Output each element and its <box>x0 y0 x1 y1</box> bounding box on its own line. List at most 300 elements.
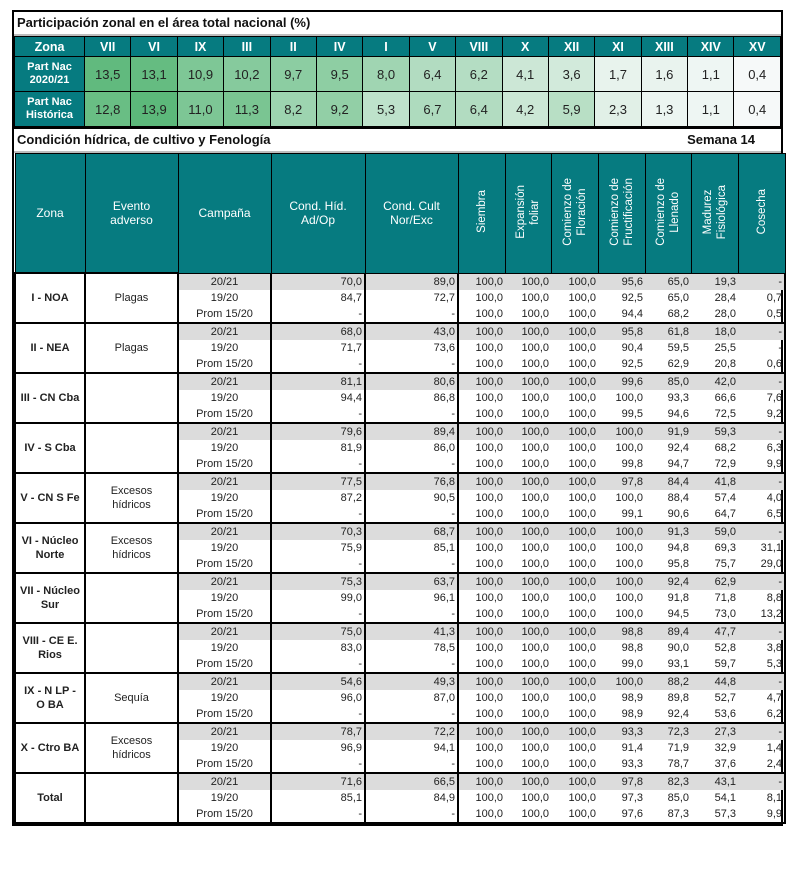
campaign-cell: 19/20 <box>210 591 239 604</box>
value-cell: 95,6 <box>598 273 645 290</box>
participation-value: 1,3 <box>641 92 687 127</box>
value-cell: 93,3 <box>598 723 645 740</box>
value-cell: 100,0 <box>458 440 505 456</box>
value-cell: 100,0 <box>551 573 598 590</box>
value-cell: - <box>738 523 785 540</box>
value-cell: 59,3 <box>691 423 738 440</box>
value-cell: 86,8 <box>365 390 458 406</box>
value-cell: 9,9 <box>738 806 785 823</box>
campaign-cell: Prom 15/20 <box>178 506 271 523</box>
value-cell: 100,0 <box>458 573 505 590</box>
value-cell: 100,0 <box>551 273 598 290</box>
value-cell: 72,3 <box>645 723 691 740</box>
condition-row <box>15 273 785 290</box>
participation-value: 13,1 <box>131 57 177 92</box>
report-frame <box>12 10 783 826</box>
campaign-cell: 19/20 <box>210 391 239 404</box>
value-cell: 63,7 <box>365 573 458 590</box>
participation-value: 4,2 <box>502 92 548 127</box>
value-cell: 100,0 <box>458 323 505 340</box>
campaign-cell: 19/20 <box>210 791 239 804</box>
value-cell: 52,7 <box>714 691 736 704</box>
value-cell: 59,7 <box>691 656 738 673</box>
value-cell: 100,0 <box>505 573 551 590</box>
campaign-cell: 19/20 <box>210 341 239 354</box>
value-cell: 61,8 <box>645 323 691 340</box>
value-cell: 100,0 <box>458 773 505 790</box>
value-cell: 49,3 <box>365 673 458 690</box>
condition-row <box>15 323 785 340</box>
value-cell: 100,0 <box>505 673 551 690</box>
participation-value: 9,5 <box>316 57 362 92</box>
value-cell: 100,0 <box>551 623 598 640</box>
value-cell: 97,6 <box>598 806 645 823</box>
value-cell: - <box>271 756 365 773</box>
value-cell: 72,2 <box>365 723 458 740</box>
zone-cell: IV - S Cba <box>15 423 85 473</box>
value-cell: 100,0 <box>505 423 551 440</box>
value-cell: 31,1 <box>738 540 785 556</box>
condition-row <box>15 723 785 740</box>
value-cell: - <box>365 606 458 623</box>
value-cell: 100,0 <box>551 506 598 523</box>
campaign-cell: 20/21 <box>178 273 271 290</box>
participation-value: 9,7 <box>270 57 316 92</box>
value-cell: 100,0 <box>521 341 549 354</box>
value-cell: - <box>271 806 365 823</box>
zone-header: VI <box>131 37 177 57</box>
header-campana: Campaña <box>178 154 271 274</box>
value-cell: 78,5 <box>365 640 458 656</box>
value-cell: 87,3 <box>645 806 691 823</box>
value-cell: 100,0 <box>521 691 549 704</box>
zone-header: XIV <box>688 37 734 57</box>
value-cell: 100,0 <box>458 556 505 573</box>
value-cell: 90,6 <box>645 506 691 523</box>
campaign-cell: 20/21 <box>178 573 271 590</box>
value-cell: 100,0 <box>568 791 596 804</box>
value-cell: - <box>271 606 365 623</box>
campaign-cell: Prom 15/20 <box>178 806 271 823</box>
value-cell: 73,0 <box>691 606 738 623</box>
value-cell: 9,2 <box>738 406 785 423</box>
value-cell: 100,0 <box>521 741 549 754</box>
value-cell: 41,3 <box>365 623 458 640</box>
value-cell: 100,0 <box>551 306 598 323</box>
campaign-cell: 19/20 <box>210 741 239 754</box>
value-cell: 100,0 <box>458 756 505 773</box>
condition-title-bar <box>14 127 781 153</box>
zone-cell: III - CN Cba <box>15 373 85 423</box>
value-cell: 71,9 <box>667 741 689 754</box>
value-cell: 93,3 <box>667 391 689 404</box>
event-cell: Excesos hídricos <box>85 473 178 523</box>
condition-row <box>15 573 785 590</box>
value-cell: 100,0 <box>458 340 505 356</box>
value-cell: - <box>365 556 458 573</box>
value-cell: 96,9 <box>271 740 365 756</box>
value-cell: 87,0 <box>365 690 458 706</box>
header-evento: Evento adverso <box>85 154 178 274</box>
value-cell: 94,4 <box>271 390 365 406</box>
value-cell: 88,2 <box>645 673 691 690</box>
participation-row <box>15 92 781 127</box>
value-cell: 100,0 <box>505 656 551 673</box>
value-cell: - <box>365 456 458 473</box>
value-cell: 64,7 <box>691 506 738 523</box>
value-cell: 94,7 <box>645 456 691 473</box>
value-cell: 100,0 <box>551 806 598 823</box>
header-floracion: Comienzo de Floración <box>551 154 598 274</box>
value-cell: 18,0 <box>691 323 738 340</box>
zone-header: II <box>270 37 316 57</box>
value-cell: 68,0 <box>271 323 365 340</box>
value-cell: - <box>271 356 365 373</box>
campaign-cell: Prom 15/20 <box>178 456 271 473</box>
value-cell: 100,0 <box>551 356 598 373</box>
value-cell: 100,0 <box>551 473 598 490</box>
value-cell: 100,0 <box>458 356 505 373</box>
zone-cell: VI - Núcleo Norte <box>15 523 85 573</box>
value-cell: - <box>365 806 458 823</box>
value-cell: 90,0 <box>667 641 689 654</box>
participation-value: 1,6 <box>641 57 687 92</box>
event-cell: Sequía <box>85 673 178 723</box>
value-cell: 89,0 <box>365 273 458 290</box>
value-cell: 32,9 <box>714 741 736 754</box>
condition-row <box>15 423 785 440</box>
value-cell: 6,5 <box>738 506 785 523</box>
condition-row <box>15 473 785 490</box>
campaign-cell: 20/21 <box>178 423 271 440</box>
campaign-cell: 19/20 <box>210 541 239 554</box>
condition-row <box>15 523 785 540</box>
value-cell: 44,8 <box>691 673 738 690</box>
value-cell: 100,0 <box>505 506 551 523</box>
value-cell: 100,0 <box>551 456 598 473</box>
value-cell: - <box>738 423 785 440</box>
value-cell: 57,4 <box>714 491 736 504</box>
value-cell: - <box>738 323 785 340</box>
value-cell: 100,0 <box>458 806 505 823</box>
value-cell: 94,6 <box>645 406 691 423</box>
value-cell: 20,8 <box>691 356 738 373</box>
value-cell: 100,0 <box>458 290 505 306</box>
value-cell: 62,9 <box>645 356 691 373</box>
value-cell: 100,0 <box>551 556 598 573</box>
campaign-cell: 20/21 <box>178 373 271 390</box>
zone-header: XII <box>548 37 594 57</box>
value-cell: 99,8 <box>598 456 645 473</box>
value-cell: 87,2 <box>271 490 365 506</box>
value-cell: 43,0 <box>365 323 458 340</box>
event-cell <box>85 623 178 673</box>
value-cell: 100,0 <box>551 523 598 540</box>
condition-row <box>15 373 785 390</box>
value-cell: 100,0 <box>458 490 505 506</box>
campaign-cell: Prom 15/20 <box>178 306 271 323</box>
value-cell: 100,0 <box>615 591 643 604</box>
value-cell: 100,0 <box>568 691 596 704</box>
value-cell: 80,6 <box>365 373 458 390</box>
campaign-cell: 20/21 <box>178 623 271 640</box>
campaign-cell: 20/21 <box>178 773 271 790</box>
value-cell: - <box>738 273 785 290</box>
value-cell: 100,0 <box>505 623 551 640</box>
campaign-cell: 20/21 <box>178 723 271 740</box>
zone-cell: VII - Núcleo Sur <box>15 573 85 623</box>
value-cell: - <box>738 673 785 690</box>
campaign-cell: Prom 15/20 <box>178 706 271 723</box>
participation-value: 0,4 <box>734 92 781 127</box>
value-cell: 100,0 <box>505 773 551 790</box>
value-cell: 3,8 <box>738 640 785 656</box>
condition-row <box>15 623 785 640</box>
header-fructificacion: Comienzo de Fructificación <box>598 154 645 274</box>
value-cell: 0,7 <box>738 290 785 306</box>
event-cell: Plagas <box>85 273 178 323</box>
value-cell: 91,4 <box>621 741 643 754</box>
value-cell: 100,0 <box>458 273 505 290</box>
value-cell: 86,0 <box>365 440 458 456</box>
value-cell: 66,6 <box>714 391 736 404</box>
value-cell: 100,0 <box>505 356 551 373</box>
value-cell: 78,7 <box>271 723 365 740</box>
value-cell: - <box>738 373 785 390</box>
value-cell: 100,0 <box>505 473 551 490</box>
value-cell: 100,0 <box>598 523 645 540</box>
value-cell: - <box>365 756 458 773</box>
value-cell: 75,0 <box>271 623 365 640</box>
value-cell: 93,1 <box>645 656 691 673</box>
value-cell: 68,7 <box>365 523 458 540</box>
value-cell: 42,0 <box>691 373 738 390</box>
value-cell: 100,0 <box>458 623 505 640</box>
value-cell: 100,0 <box>521 291 549 304</box>
value-cell: 100,0 <box>458 306 505 323</box>
value-cell: 89,4 <box>645 623 691 640</box>
participation-value: 1,1 <box>688 92 734 127</box>
zone-header: V <box>409 37 455 57</box>
value-cell: 81,9 <box>271 440 365 456</box>
zone-header: I <box>363 37 409 57</box>
header-siembra: Siembra <box>458 154 505 274</box>
condition-body <box>15 273 785 823</box>
value-cell: 71,7 <box>271 340 365 356</box>
header-expansion: Expansión foliar <box>505 154 551 274</box>
participation-body <box>15 57 781 127</box>
zona-header: Zona <box>15 37 85 57</box>
header-llenado: Comienzo de Llenado <box>645 154 691 274</box>
zone-header: VIII <box>456 37 502 57</box>
event-cell: Plagas <box>85 323 178 373</box>
campaign-cell: Prom 15/20 <box>178 356 271 373</box>
value-cell: 99,0 <box>598 656 645 673</box>
value-cell: - <box>738 723 785 740</box>
value-cell: - <box>365 706 458 723</box>
zone-header: XV <box>734 37 781 57</box>
value-cell: 92,4 <box>667 441 689 454</box>
value-cell: 100,0 <box>615 541 643 554</box>
event-cell <box>85 573 178 623</box>
value-cell: 100,0 <box>458 540 505 556</box>
value-cell: 72,9 <box>691 456 738 473</box>
value-cell: - <box>738 773 785 790</box>
value-cell: 29,0 <box>738 556 785 573</box>
value-cell: 6,2 <box>738 706 785 723</box>
value-cell: 100,0 <box>598 556 645 573</box>
value-cell: 9,9 <box>738 456 785 473</box>
value-cell: 5,3 <box>738 656 785 673</box>
value-cell: 100,0 <box>458 373 505 390</box>
participation-title: Participación zonal en el área total nacional (%) <box>17 15 311 30</box>
participation-table <box>14 36 781 127</box>
value-cell: 19,3 <box>691 273 738 290</box>
value-cell: 92,4 <box>645 573 691 590</box>
value-cell: 100,0 <box>458 740 505 756</box>
value-cell: - <box>271 656 365 673</box>
value-cell: 100,0 <box>505 706 551 723</box>
row-label: Part Nac 2020/21 <box>15 57 85 92</box>
value-cell: 100,0 <box>505 273 551 290</box>
value-cell: 85,1 <box>365 540 458 556</box>
campaign-cell: Prom 15/20 <box>178 606 271 623</box>
value-cell: - <box>738 340 785 356</box>
value-cell: 71,6 <box>271 773 365 790</box>
value-cell: 70,3 <box>271 523 365 540</box>
value-cell: 97,8 <box>598 773 645 790</box>
value-cell: 99,1 <box>598 506 645 523</box>
value-cell: 98,9 <box>621 691 643 704</box>
value-cell: - <box>271 456 365 473</box>
value-cell: 90,4 <box>621 341 643 354</box>
value-cell: 100,0 <box>551 423 598 440</box>
zone-cell: I - NOA <box>15 273 85 323</box>
value-cell: - <box>271 306 365 323</box>
header-madurez: Madurez Fisiológica <box>691 154 738 274</box>
value-cell: 72,5 <box>691 406 738 423</box>
campaign-cell: 20/21 <box>178 473 271 490</box>
value-cell: 75,3 <box>271 573 365 590</box>
participation-value: 6,4 <box>409 57 455 92</box>
value-cell: 100,0 <box>458 690 505 706</box>
condition-header-row <box>15 154 785 274</box>
event-cell <box>85 773 178 823</box>
participation-value: 3,6 <box>548 57 594 92</box>
zone-header: VII <box>85 37 131 57</box>
participation-value: 10,9 <box>177 57 223 92</box>
participation-title-bar <box>14 12 781 36</box>
value-cell: 96,1 <box>365 590 458 606</box>
value-cell: 76,8 <box>365 473 458 490</box>
zone-header: IX <box>177 37 223 57</box>
value-cell: 82,3 <box>645 773 691 790</box>
value-cell: 100,0 <box>458 723 505 740</box>
value-cell: 93,3 <box>598 756 645 773</box>
event-cell <box>85 373 178 423</box>
value-cell: 100,0 <box>521 441 549 454</box>
value-cell: 72,7 <box>365 290 458 306</box>
value-cell: 98,8 <box>621 641 643 654</box>
participation-value: 6,4 <box>456 92 502 127</box>
value-cell: - <box>271 706 365 723</box>
participation-value: 8,2 <box>270 92 316 127</box>
value-cell: 43,1 <box>691 773 738 790</box>
value-cell: 99,6 <box>598 373 645 390</box>
value-cell: 59,0 <box>691 523 738 540</box>
value-cell: 54,6 <box>271 673 365 690</box>
value-cell: 4,7 <box>738 690 785 706</box>
value-cell: 83,0 <box>271 640 365 656</box>
condition-table <box>14 153 786 824</box>
value-cell: 94,1 <box>365 740 458 756</box>
value-cell: 8,8 <box>738 590 785 606</box>
campaign-cell: 19/20 <box>210 291 239 304</box>
value-cell: 71,8 <box>714 591 736 604</box>
value-cell: 100,0 <box>568 741 596 754</box>
value-cell: - <box>738 573 785 590</box>
value-cell: 77,5 <box>271 473 365 490</box>
value-cell: 100,0 <box>568 441 596 454</box>
value-cell: 100,0 <box>551 706 598 723</box>
value-cell: - <box>271 406 365 423</box>
value-cell: 73,6 <box>365 340 458 356</box>
zone-header: XIII <box>641 37 687 57</box>
zone-cell: V - CN S Fe <box>15 473 85 523</box>
value-cell: 100,0 <box>568 641 596 654</box>
zone-header: III <box>224 37 270 57</box>
value-cell: 100,0 <box>551 373 598 390</box>
value-cell: 100,0 <box>458 390 505 406</box>
value-cell: 13,2 <box>738 606 785 623</box>
value-cell: 100,0 <box>615 491 643 504</box>
value-cell: 28,4 <box>714 291 736 304</box>
participation-header-row <box>15 37 781 57</box>
value-cell: 100,0 <box>505 523 551 540</box>
value-cell: 100,0 <box>568 491 596 504</box>
campaign-cell: Prom 15/20 <box>178 656 271 673</box>
value-cell: 89,4 <box>365 423 458 440</box>
value-cell: 100,0 <box>598 423 645 440</box>
value-cell: 68,2 <box>645 306 691 323</box>
value-cell: 100,0 <box>551 656 598 673</box>
value-cell: 81,1 <box>271 373 365 390</box>
value-cell: 85,0 <box>645 373 691 390</box>
value-cell: 100,0 <box>505 323 551 340</box>
value-cell: 28,0 <box>691 306 738 323</box>
value-cell: 100,0 <box>458 473 505 490</box>
participation-value: 5,9 <box>548 92 594 127</box>
value-cell: - <box>365 656 458 673</box>
value-cell: 96,0 <box>271 690 365 706</box>
value-cell: 100,0 <box>551 756 598 773</box>
value-cell: - <box>365 406 458 423</box>
value-cell: 92,4 <box>645 706 691 723</box>
participation-value: 1,1 <box>688 57 734 92</box>
value-cell: 100,0 <box>505 723 551 740</box>
value-cell: 100,0 <box>458 423 505 440</box>
value-cell: 62,9 <box>691 573 738 590</box>
zone-header: XI <box>595 37 641 57</box>
participation-value: 6,2 <box>456 57 502 92</box>
value-cell: 100,0 <box>505 806 551 823</box>
value-cell: 100,0 <box>505 373 551 390</box>
value-cell: 100,0 <box>551 673 598 690</box>
campaign-cell: 19/20 <box>210 691 239 704</box>
value-cell: 65,0 <box>667 291 689 304</box>
value-cell: 84,7 <box>271 290 365 306</box>
value-cell: 100,0 <box>568 341 596 354</box>
